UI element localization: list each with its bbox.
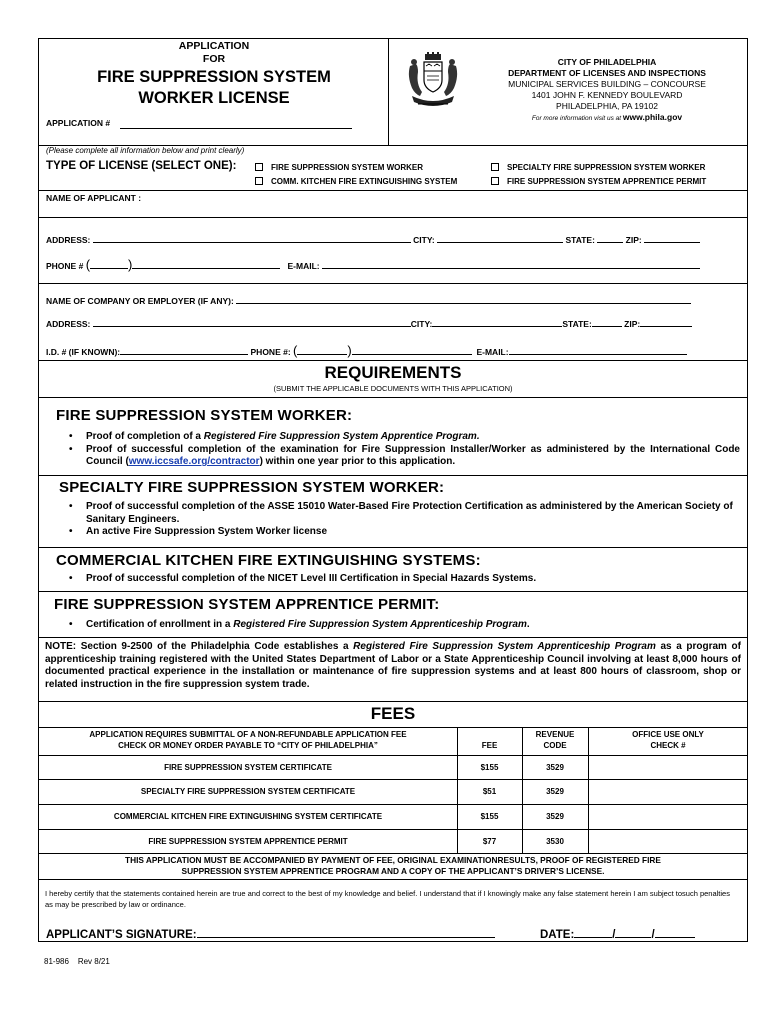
fees-header-fee: FEE — [481, 741, 498, 750]
fees-header-office — [588, 730, 748, 751]
list-item — [56, 444, 740, 469]
city-seal-icon — [404, 52, 462, 110]
signature-row — [46, 926, 495, 941]
kitchen-section-title: COMMERCIAL KITCHEN FIRE EXTINGUISHING SYSTEMS: — [56, 552, 481, 569]
date-month-field[interactable] — [574, 926, 612, 938]
apprentice-section-title: FIRE SUPPRESSION SYSTEM APPRENTICE PERMIT: — [54, 596, 440, 613]
list-item: • An active Fire Suppression System Worker license — [56, 526, 740, 539]
department-info — [478, 57, 736, 124]
option-kitchen[interactable] — [255, 177, 457, 186]
title-line-3: FIRE SUPPRESSION SYSTEM — [97, 68, 331, 86]
application-number-label: APPLICATION # — [46, 118, 111, 128]
divider — [38, 804, 748, 805]
list-item: • Proof of successful completion of the ASSE 15010 Water-Based Fire Protection Certification as administered by the American Society of Sanitary Engineers. — [56, 501, 740, 526]
applicant-name-label: NAME OF APPLICANT : — [46, 193, 142, 203]
text: ) within one year prior to this application. — [259, 456, 456, 467]
revenue-code: 3529 — [546, 787, 564, 796]
fees-header-description — [40, 730, 456, 751]
text: Certification of enrollment in a — [86, 619, 234, 630]
email-label: E-MAIL: — [287, 261, 320, 271]
revenue-code: 3529 — [546, 763, 564, 772]
form-number: 81-986 — [44, 957, 69, 966]
date-year-field[interactable] — [655, 926, 695, 938]
list-item: • Proof of successful completion of the NICET Level III Certification in Special Hazards Systems. — [56, 573, 740, 586]
specialty-section-title: SPECIALTY FIRE SUPPRESSION SYSTEM WORKER: — [59, 479, 445, 496]
program-name: Registered Fire Suppression System Apprentice Program. — [203, 431, 480, 442]
company-id-row: I.D. # (IF KNOWN): PHONE #: ( ) E-MAIL: — [46, 343, 687, 358]
divider — [38, 755, 748, 756]
city-field[interactable] — [432, 317, 562, 327]
text: Proof of completion of a — [86, 431, 204, 442]
worker-requirements — [56, 431, 740, 469]
title-line-4: WORKER LICENSE — [138, 89, 290, 107]
option-label: FIRE SUPPRESSION SYSTEM WORKER — [271, 163, 424, 172]
text: NOTE: Section 9-2500 of the Philadelphia Code establishes a — [45, 641, 354, 652]
apprenticeship-note — [45, 641, 741, 691]
signature-label: APPLICANT’S SIGNATURE: — [46, 929, 197, 941]
dept-line-5: PHILADELPHIA, PA 19102 — [556, 101, 658, 111]
text: as a program of apprenticeship training registered with the United States Department of Labor or a State Apprenticeship Council involving at least 8,000 hours of documented practical experience in the installation or maintenance of fire suppression systems and at least 800 hours of classroom, shop or related instruction in the fire suppression system trade. — [45, 641, 741, 690]
program-name: Registered Fire Suppression System Apprenticeship Program — [353, 641, 656, 652]
zip-field[interactable] — [640, 317, 692, 327]
header-divider — [388, 38, 389, 145]
fee-amount: $51 — [482, 787, 497, 796]
divider — [38, 727, 748, 728]
phone-label: PHONE #: — [250, 347, 291, 357]
payment-notice — [38, 855, 748, 877]
id-field[interactable] — [120, 345, 248, 355]
program-name: Registered Fire Suppression System Apprenticeship Program — [233, 619, 527, 630]
fees-header-revenue — [522, 730, 588, 751]
state-label: STATE: — [562, 319, 592, 329]
fee-amount: $77 — [482, 837, 497, 846]
website-link[interactable]: www.phila.gov — [622, 112, 683, 122]
list-item — [56, 431, 740, 444]
revenue-code: 3529 — [546, 812, 564, 821]
company-name-field[interactable] — [236, 294, 691, 304]
option-worker[interactable] — [255, 163, 423, 172]
id-label: I.D. # (IF KNOWN): — [46, 347, 121, 357]
page-title — [40, 67, 388, 109]
specialty-requirements — [56, 501, 740, 539]
apprentice-requirements — [56, 619, 740, 632]
divider — [38, 853, 748, 854]
divider — [38, 829, 748, 830]
divider — [38, 397, 748, 398]
dept-line-2: DEPARTMENT OF LICENSES AND INSPECTIONS — [508, 68, 706, 78]
fee-name: FIRE SUPPRESSION SYSTEM CERTIFICATE — [164, 763, 332, 772]
divider — [38, 217, 748, 218]
option-label: FIRE SUPPRESSION SYSTEM APPRENTICE PERMIT — [507, 177, 707, 186]
fee-amount: $155 — [480, 763, 499, 772]
fees-title: FEES — [370, 704, 416, 723]
revision: Rev 8/21 — [77, 957, 110, 966]
application-number-field[interactable] — [120, 128, 352, 129]
zip-label: ZIP: — [625, 235, 642, 245]
notice-line: SUPPRESSION SYSTEM APPRENTICE PROGRAM AND A COPY OF THE APPLICANT’S DRIVER’S LICENSE. — [181, 866, 605, 876]
address-field[interactable] — [93, 233, 411, 243]
phone-field[interactable] — [132, 259, 280, 269]
checkbox[interactable] — [255, 163, 263, 171]
divider — [38, 190, 748, 191]
divider — [38, 701, 748, 702]
fee-name: FIRE SUPPRESSION SYSTEM APPRENTICE PERMIT — [148, 837, 348, 846]
text: . — [526, 619, 530, 630]
applicant-phone-row: PHONE # ( ) E-MAIL: — [46, 257, 700, 272]
header-line: APPLICATION REQUIRES SUBMITTAL OF A NON-REFUNDABLE APPLICATION FEE — [89, 730, 407, 739]
fee-name: COMMERCIAL KITCHEN FIRE EXTINGUISHING SYSTEM CERTIFICATE — [113, 812, 383, 821]
text: Proof of successful completion of the examination for Fire Suppression Installer/Worker as administered by the International Code Council ( — [86, 443, 740, 467]
fee-name: SPECIALTY FIRE SUPPRESSION SYSTEM CERTIFICATE — [140, 787, 356, 796]
option-label: SPECIALTY FIRE SUPPRESSION SYSTEM WORKER — [507, 163, 706, 172]
option-specialty[interactable] — [491, 163, 705, 172]
date-row — [540, 926, 695, 941]
email-field[interactable] — [509, 345, 687, 355]
header-line: CHECK # — [650, 740, 686, 750]
email-label: E-MAIL: — [476, 347, 509, 357]
instructions: (Please complete all information below and print clearly) — [46, 146, 245, 155]
option-apprentice[interactable] — [491, 177, 706, 186]
more-info — [478, 112, 736, 124]
license-type-label: TYPE OF LICENSE (SELECT ONE): — [46, 160, 237, 172]
divider — [38, 591, 748, 592]
header-title-small — [40, 40, 388, 66]
header-line: REVENUE — [535, 730, 575, 739]
divider — [38, 779, 748, 780]
form-footer — [44, 957, 110, 966]
checkbox[interactable] — [255, 177, 263, 185]
title-line-1: APPLICATION — [178, 40, 250, 52]
checkbox[interactable] — [491, 177, 499, 185]
requirements-subtitle: (SUBMIT THE APPLICABLE DOCUMENTS WITH THIS APPLICATION) — [273, 384, 513, 393]
certification-statement: I hereby certify that the statements contained herein are true and correct to the best of my knowledge and belief. I understand that if I knowingly make any false statement herein I am subject tosuch penalties as may be prescribed by law or ordinance. — [45, 889, 730, 909]
dept-line-3: MUNICIPAL SERVICES BUILDING – CONCOURSE — [508, 79, 706, 89]
divider — [38, 879, 748, 880]
company-name-label: NAME OF COMPANY OR EMPLOYER (IF ANY): — [46, 296, 234, 306]
title-line-2: FOR — [202, 53, 226, 65]
address-label: ADDRESS: — [46, 319, 91, 329]
divider — [38, 475, 748, 476]
worker-section-title: FIRE SUPPRESSION SYSTEM WORKER: — [56, 407, 353, 424]
list-item — [56, 619, 740, 632]
more-info-text: For more information visit us at — [531, 115, 622, 122]
revenue-code: 3530 — [546, 837, 564, 846]
state-field[interactable] — [597, 233, 623, 243]
address-field[interactable] — [93, 317, 411, 327]
signature-field[interactable] — [197, 926, 495, 938]
header-line: CHECK OR MONEY ORDER PAYABLE TO “CITY OF PHILADELPHIA” — [118, 740, 378, 750]
date-day-field[interactable] — [615, 926, 651, 938]
fee-amount: $155 — [480, 812, 499, 821]
header-line: OFFICE USE ONLY — [632, 730, 704, 739]
phone-label: PHONE # — [46, 261, 84, 271]
zip-field[interactable] — [644, 233, 700, 243]
icc-link[interactable]: www.iccsafe.org/contractor — [128, 456, 260, 467]
state-field[interactable] — [592, 317, 622, 327]
address-label: ADDRESS: — [46, 235, 91, 245]
phone-field[interactable] — [352, 345, 472, 355]
city-label: CITY: — [413, 235, 435, 245]
city-field[interactable] — [437, 233, 563, 243]
divider — [38, 360, 748, 361]
applicant-address-row — [46, 233, 700, 245]
email-field[interactable] — [322, 259, 700, 269]
divider — [38, 283, 748, 284]
dept-line-4: 1401 JOHN F. KENNEDY BOULEVARD — [531, 90, 683, 100]
header-line: CODE — [543, 740, 567, 750]
date-separator: / — [651, 929, 655, 941]
divider — [38, 547, 748, 548]
company-name-row — [46, 294, 691, 306]
option-label: COMM. KITCHEN FIRE EXTINGUISHING SYSTEM — [271, 177, 458, 186]
date-separator: / — [612, 929, 616, 941]
requirements-title: REQUIREMENTS — [324, 363, 462, 382]
kitchen-requirements — [56, 573, 740, 586]
notice-line: THIS APPLICATION MUST BE ACCOMPANIED BY PAYMENT OF FEE, ORIGINAL EXAMINATIONRESULTS, PROOF OF REGISTERED FIRE — [125, 855, 661, 865]
checkbox[interactable] — [491, 163, 499, 171]
dept-line-1: CITY OF PHILADELPHIA — [557, 57, 657, 67]
company-address-row — [46, 317, 692, 329]
divider — [38, 637, 748, 638]
city-label: CITY: — [410, 319, 433, 329]
state-label: STATE: — [565, 235, 595, 245]
zip-label: ZIP: — [624, 319, 641, 329]
date-label: DATE: — [540, 929, 575, 941]
